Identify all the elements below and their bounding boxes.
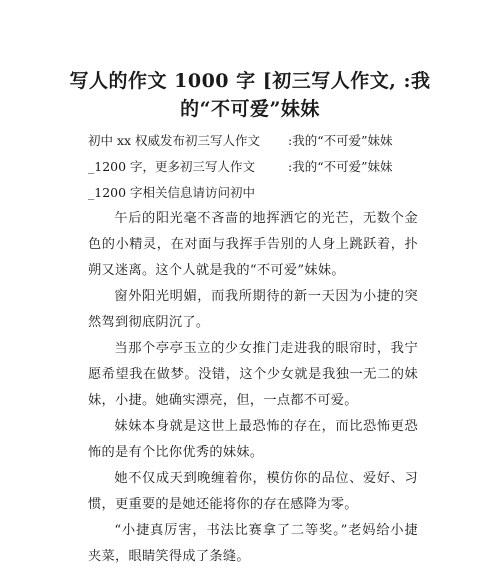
intro-row [88, 180, 428, 206]
document-title-line-1: 写人的作文 1000 字 [初三写人作文, :我 [69, 70, 431, 92]
intro-row [88, 154, 428, 180]
paragraph: 午后的阳光毫不吝啬的地挥洒它的光芒，无数个金色的小精灵，在对面与我挥手告别的人身上跳跃着，扑朔又迷离。这个人就是我的“不可爱”妹妹。 [88, 211, 418, 278]
intro-left-text: _1200 字，更多初三写人作文 [88, 159, 256, 174]
intro-right-text: :我的“不可爱”妹妹 [288, 159, 393, 174]
intro-left-text: _1200 字相关信息请访问初中 [88, 185, 256, 200]
paragraph: 当那个亭亭玉立的少女推门走进我的眼帘时，我宁愿希望我在做梦。没错，这个少女就是我独一无二的妹妹，小捷。她确实漂亮，但，一点都不可爱。 [88, 341, 418, 408]
intro-left-text: 初中 xx 权威发布初三写人作文 [88, 133, 261, 148]
paragraph: 窗外阳光明媚，而我所期待的新一天因为小捷的突然驾到彻底阴沉了。 [88, 289, 418, 330]
article-body [88, 206, 418, 570]
intro-right-text: :我的“不可爱”妹妹 [288, 133, 393, 148]
intro-block [88, 128, 428, 206]
paragraph: 妹妹本身就是这世上最恐怖的存在，而比恐怖更恐怖的是有个比你优秀的妹妹。 [88, 419, 418, 460]
document-title-line-2: 的“不可爱”妹妹 [180, 98, 320, 120]
paragraph: “小捷真厉害，书法比赛拿了二等奖。”老妈给小捷夹菜，眼睛笑得成了条缝。 [88, 523, 418, 564]
paragraph: 她不仅成天到晚缠着你，模仿你的品位、爱好、习惯，更重要的是她还能将你的存在感降为零。 [88, 471, 418, 512]
intro-row [88, 128, 428, 154]
